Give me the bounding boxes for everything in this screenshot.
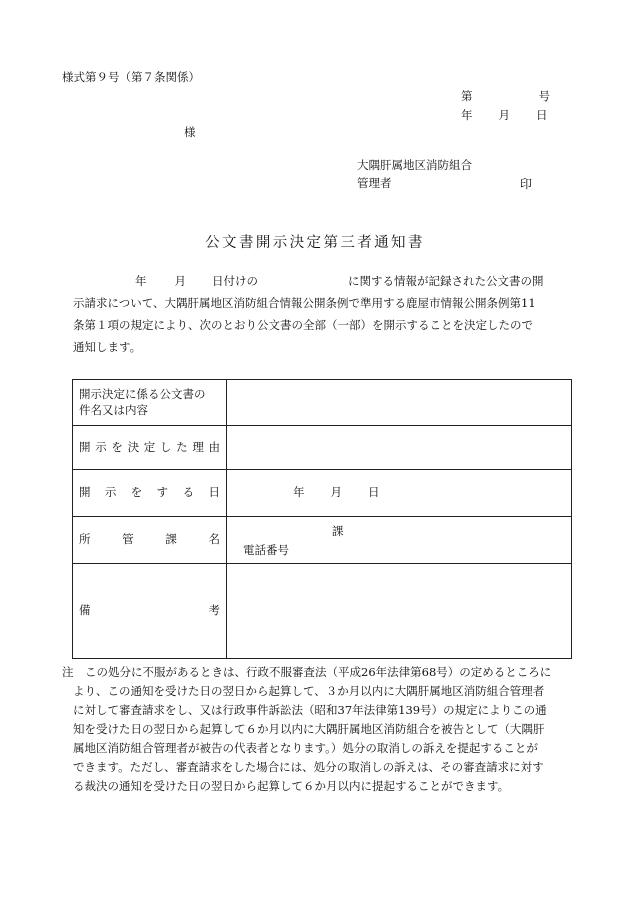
intro-line1-rest: に関する情報が記録された公文書の開 — [348, 274, 544, 288]
intro-date-suffix: 日付けの — [212, 274, 258, 288]
disclosure-month: 月 — [330, 485, 342, 500]
reason-label-char: 決 — [127, 439, 140, 454]
document-title: 公文書開示決定第三者通知書 — [205, 235, 425, 251]
intro-line-4: 通知します。 — [73, 340, 142, 354]
issue-date-line — [461, 110, 548, 122]
manager-label: 管理者 — [357, 176, 392, 190]
reason-label-char: 定 — [143, 439, 156, 454]
intro-month: 月 — [174, 274, 186, 288]
note-line: 属地区消防組合管理者が被告の代表者となります。）処分の取消しの訴えを提起することが — [73, 741, 538, 755]
date-label-char: 示 — [104, 485, 117, 500]
intro-line-1 — [73, 276, 573, 298]
reason-label-cell — [73, 426, 227, 470]
note-line: より、この通知を受けた日の翌日から起算して、３か月以内に大隅肝属地区消防組合管理者 — [73, 684, 545, 698]
disclosure-day: 日 — [368, 485, 380, 500]
disclosure-year: 年 — [293, 485, 305, 500]
intro-year: 年 — [135, 274, 147, 288]
note-paragraph — [62, 667, 582, 800]
department-ka: 課 — [332, 524, 344, 538]
subject-label-cell — [73, 380, 227, 426]
issue-month-label: 月 — [498, 108, 510, 122]
note-line: 注 この処分に不服があるときは、行政不服審査法（平成26年法律第68号）の定めるところに — [62, 665, 552, 679]
note-line: できます。ただし、審査請求をした場合には、処分の取消しの訴えは、その審査請求に対す — [73, 760, 544, 774]
disclosure-table — [72, 379, 572, 659]
reason-label-char: 由 — [208, 439, 220, 454]
date-label-char: す — [156, 485, 169, 500]
department-label-cell — [73, 517, 227, 564]
date-label-char: を — [130, 485, 143, 500]
date-label-char: 開 — [79, 485, 91, 500]
note-line: 知を受けた日の翌日から起算して６か月以内に大隅肝属地区消防組合を被告として（大隅肝 — [73, 722, 545, 736]
date-label-char: 日 — [208, 485, 220, 500]
table-row — [73, 380, 572, 426]
remarks-label-cell — [73, 564, 227, 659]
form-identifier: 様式第９号（第７条関係） — [62, 70, 200, 84]
subject-label-line2: 件名又は内容 — [79, 403, 148, 417]
reason-label-char: を — [111, 439, 123, 454]
reason-label-char: た — [176, 439, 188, 454]
issue-day-label: 日 — [536, 108, 548, 122]
dept-label-char: 課 — [165, 532, 177, 547]
remarks-value-cell[interactable] — [227, 564, 572, 659]
disclosure-date-label-cell — [73, 470, 227, 517]
intro-paragraph — [73, 276, 573, 364]
issue-year-label: 年 — [461, 108, 473, 122]
table-row — [73, 564, 572, 659]
date-label-char: る — [182, 485, 195, 500]
dept-label-char: 管 — [122, 532, 134, 547]
number-prefix: 第 — [461, 89, 473, 103]
table-row — [73, 517, 572, 564]
department-value-cell[interactable] — [227, 517, 572, 564]
intro-line-2: 示請求について、大隅肝属地区消防組合情報公開条例で準用する鹿屋市情報公開条例第11 — [73, 296, 536, 310]
table-row — [73, 426, 572, 470]
reason-label-char: 開 — [79, 439, 91, 454]
dept-label-char: 名 — [208, 532, 220, 547]
reason-label-char: 示 — [95, 439, 107, 454]
remarks-label-char: 考 — [208, 603, 220, 618]
reason-label-char: し — [159, 439, 172, 454]
subject-value-cell[interactable] — [227, 380, 572, 426]
intro-line-3: 条第１項の規定により、次のとおり公文書の全部（一部）を開示することを決定したので — [73, 318, 533, 332]
remarks-label-char: 備 — [79, 603, 91, 618]
document-number-line — [461, 91, 550, 103]
note-line: る裁決の通知を受けた日の翌日から起算して６か月以内に提起することができます。 — [73, 779, 510, 793]
dept-label-char: 所 — [79, 532, 91, 547]
reason-value-cell[interactable] — [227, 426, 572, 470]
table-row — [73, 470, 572, 517]
number-suffix: 号 — [538, 89, 550, 103]
subject-label-line1: 開示決定に係る公文書の — [79, 386, 206, 401]
seal-mark: 印 — [520, 177, 533, 191]
note-line: に対して審査請求をし、又は行政事件訴訟法（昭和37年法律第139号）の規定によりこの通 — [73, 703, 547, 717]
disclosure-date-value-cell[interactable] — [227, 470, 572, 517]
issuing-organization: 大隅肝属地区消防組合 — [357, 158, 472, 172]
phone-number-label: 電話番号 — [243, 543, 289, 557]
addressee-suffix: 様 — [184, 125, 196, 139]
reason-label-char: 理 — [192, 439, 204, 454]
